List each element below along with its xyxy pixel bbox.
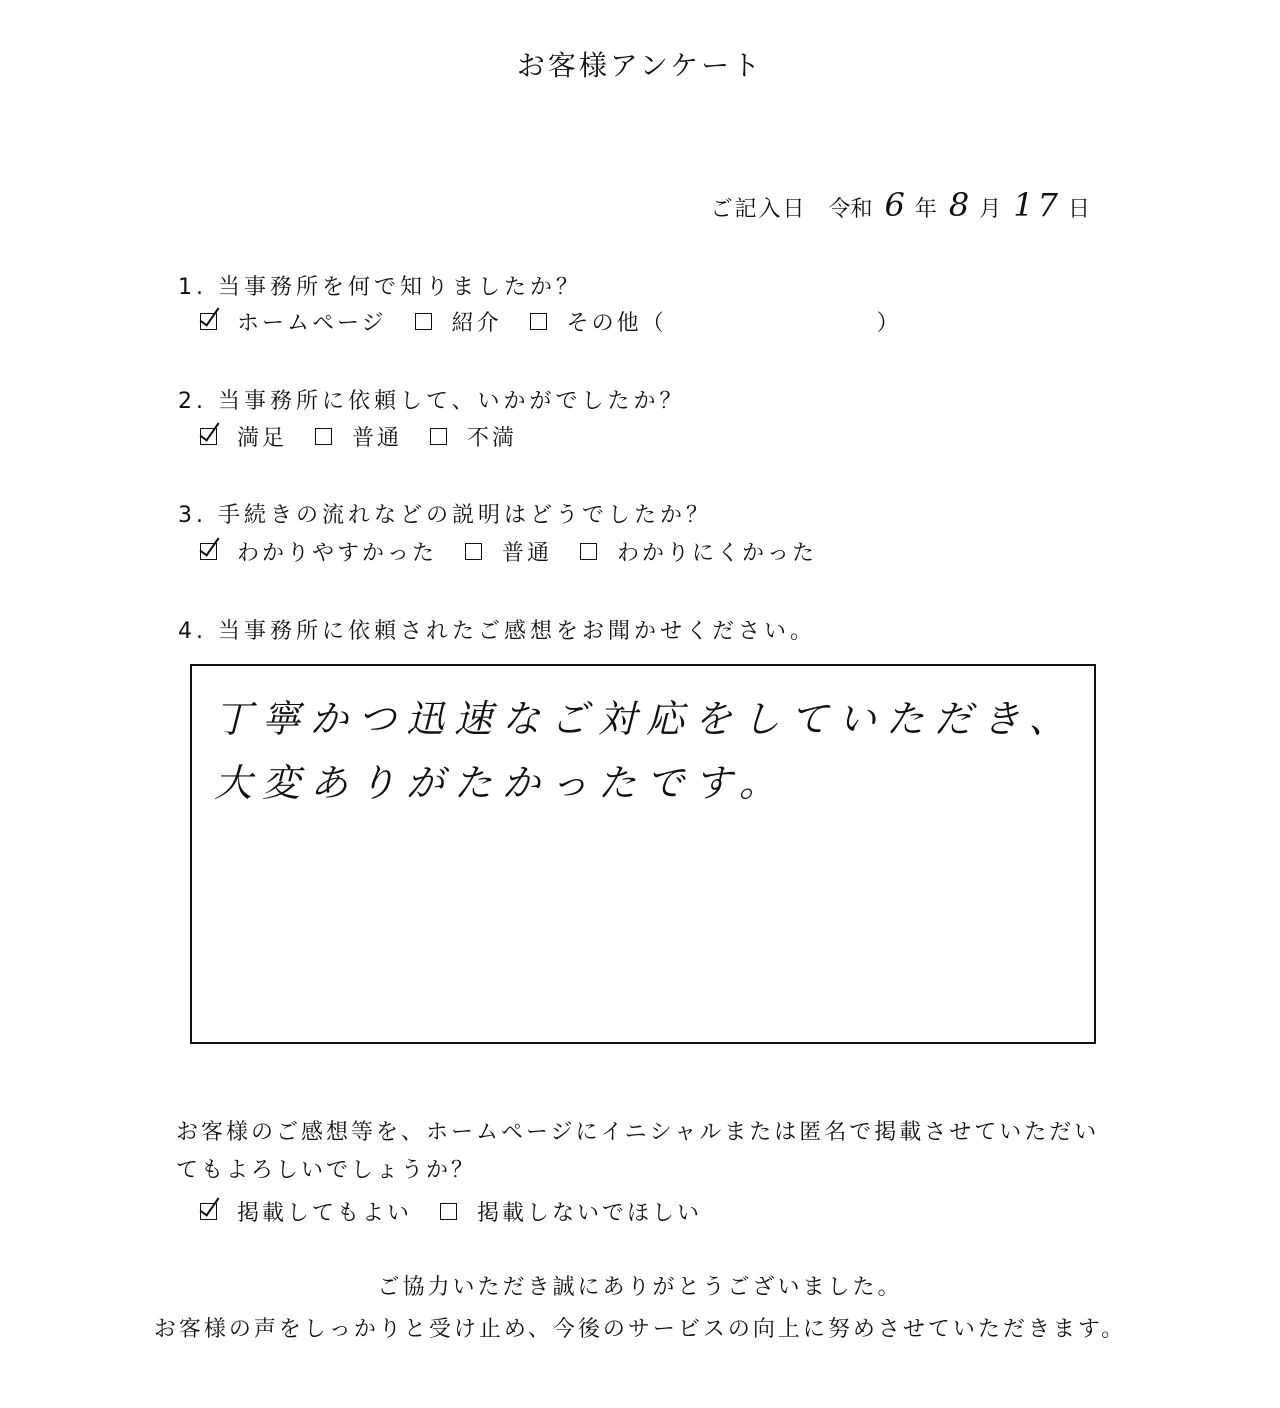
date-month-unit: 月 [979,197,1002,222]
option-label: わかりにくかった [617,541,818,566]
date-month-value[interactable]: 8 [948,186,974,224]
footer-commitment: お客様の声をしっかりと受け止め、今後のサービスの向上に努めさせていただきます。 [153,1317,1127,1342]
checkbox-checked-icon[interactable] [200,543,217,560]
publish-options [200,1196,730,1227]
date-year-unit: 年 [914,197,937,222]
checkbox-icon[interactable] [440,1203,457,1220]
option-label: 掲載しないでほしい [477,1201,703,1226]
date-day-value[interactable]: 17 [1013,186,1062,224]
comment-textarea[interactable] [190,664,1096,1044]
comment-line-2: 大変ありがたかったです。 [214,761,787,805]
q2-option-dissatisfied[interactable] [430,421,517,452]
checkbox-checked-icon[interactable] [200,428,217,445]
q3-option-average[interactable] [465,536,552,567]
question-1-options [200,306,927,337]
checkbox-checked-icon[interactable] [200,313,217,330]
option-label: 満足 [237,426,288,451]
option-label: 普通 [352,426,403,451]
publish-option-deny[interactable] [440,1196,702,1227]
date-era: 令和 [828,197,873,222]
question-1: 1. 当事務所を何で知りましたか？ [178,275,582,300]
date-row [710,186,1090,224]
q3-option-unclear[interactable] [580,536,817,567]
footer-thanks: ご協力いただき誠にありがとうございました。 [377,1275,903,1300]
q1-option-other[interactable] [530,306,899,337]
question-3: 3. 手続きの流れなどの説明はどうでしたか？ [178,503,712,528]
survey-title: お客様アンケート [516,49,764,82]
checkbox-icon[interactable] [580,543,597,560]
date-day-unit: 日 [1067,197,1090,222]
q1-option-homepage[interactable] [200,306,387,337]
question-3-options [200,536,845,567]
q1-option-referral[interactable] [415,306,502,337]
publish-question: お客様のご感想等を、ホームページにイニシャルまたは匿名で掲載させていただいてもよろしいでしょうか？ [176,1120,1100,1183]
q2-option-average[interactable] [315,421,402,452]
question-4: 4. 当事務所に依頼されたご感想をお聞かせください。 [178,619,816,644]
paren-close: ） [876,311,899,336]
option-label: 不満 [467,426,518,451]
q2-option-satisfied[interactable] [200,421,287,452]
option-label: 紹介 [451,311,502,336]
option-label: 掲載してもよい [237,1201,413,1226]
checkbox-checked-icon[interactable] [200,1203,217,1220]
option-label: その他（ [566,311,667,336]
option-label: わかりやすかった [237,541,438,566]
checkbox-icon[interactable] [315,428,332,445]
publish-option-allow[interactable] [200,1196,412,1227]
option-label: ホームページ [237,311,387,336]
option-label: 普通 [502,541,553,566]
question-2: 2. 当事務所に依頼して、いかがでしたか？ [178,389,686,414]
checkbox-icon[interactable] [430,428,447,445]
question-2-options [200,421,545,452]
checkbox-icon[interactable] [530,313,547,330]
q3-option-clear[interactable] [200,536,437,567]
checkbox-icon[interactable] [415,313,432,330]
comment-line-1: 丁寧かつ迅速なご対応をしていただき、 [214,697,1077,741]
checkbox-icon[interactable] [465,543,482,560]
date-year-value[interactable]: 6 [884,186,909,224]
date-label: ご記入日 [710,197,807,222]
